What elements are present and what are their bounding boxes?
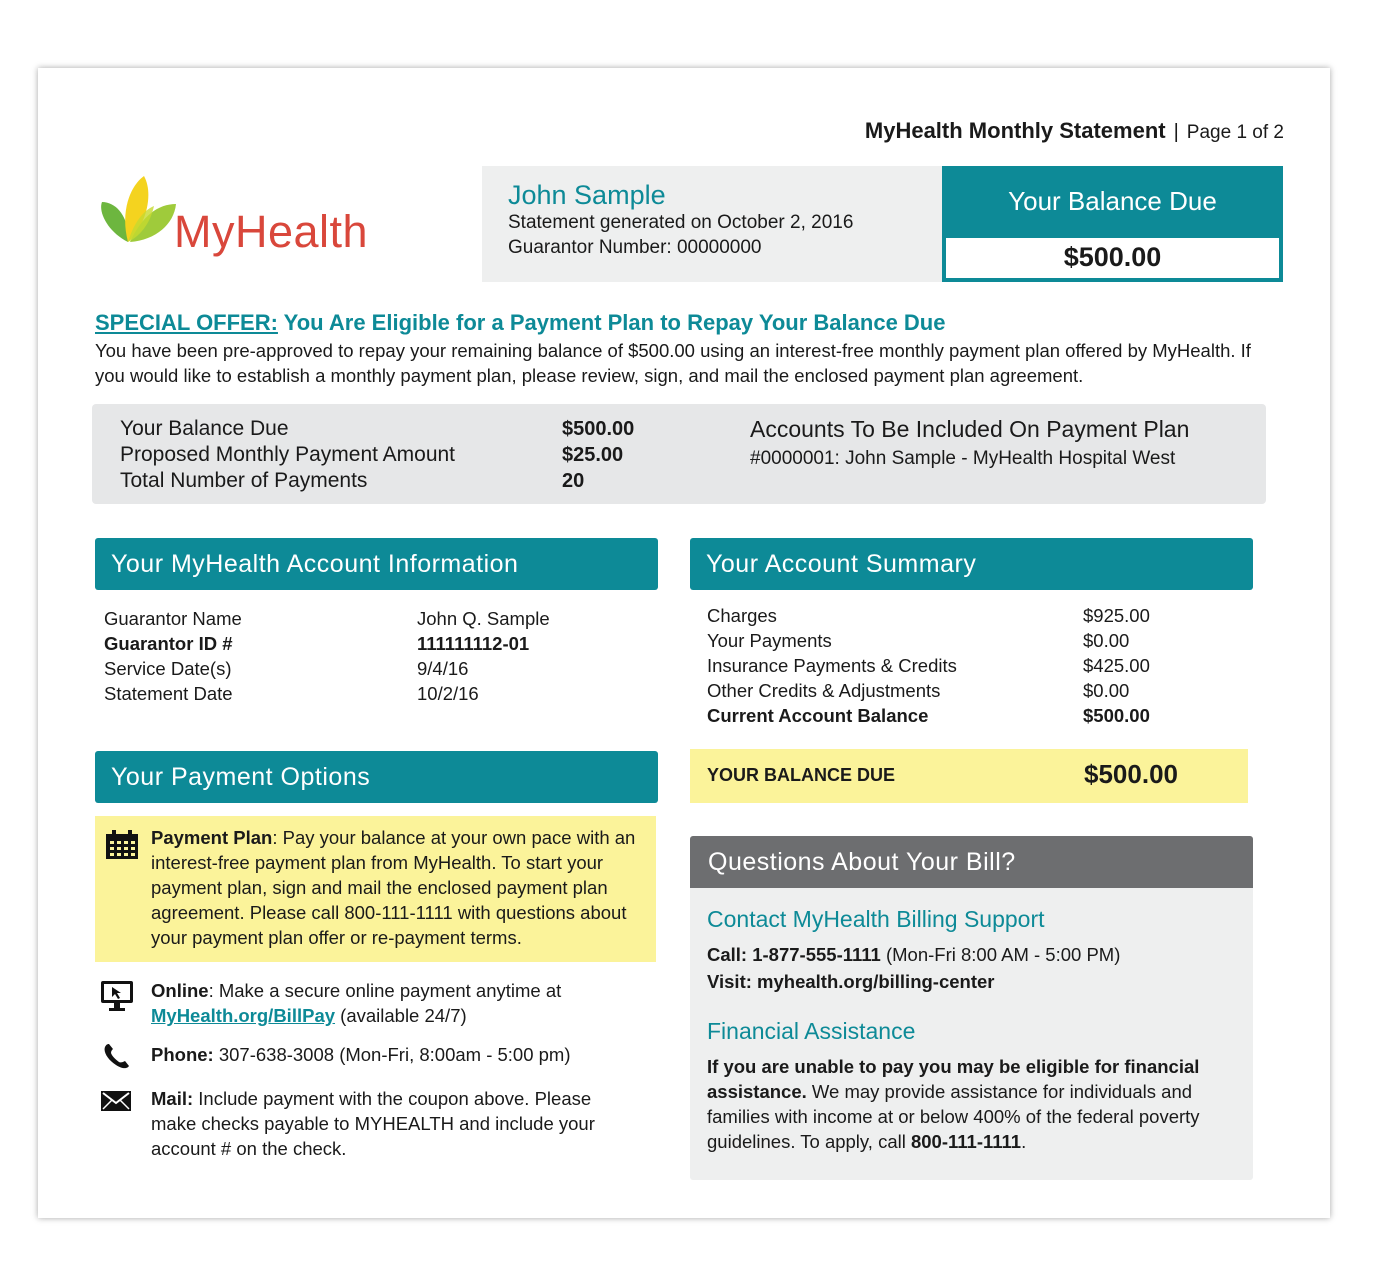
financial-assistance-text <box>707 1054 1242 1154</box>
special-offer-link[interactable]: SPECIAL OFFER: <box>95 310 278 335</box>
payment-options-heading: Your Payment Options <box>95 751 658 803</box>
header-separator: | <box>1173 121 1179 143</box>
account-label: Guarantor ID # <box>104 633 233 654</box>
summary-label: Your Payments <box>707 630 832 651</box>
phone-icon <box>102 1044 132 1070</box>
balance-due-highlight-value: $500.00 <box>1084 759 1178 789</box>
summary-labels <box>707 603 957 728</box>
statement-header <box>865 118 1284 144</box>
guarantor-number: Guarantor Number: 00000000 <box>508 237 762 258</box>
account-value: 9/4/16 <box>417 658 469 679</box>
fin-end: . <box>1021 1131 1027 1152</box>
summary-label: Charges <box>707 605 777 626</box>
billing-call-hours: (Mon-Fri 8:00 AM - 5:00 PM) <box>880 944 1121 965</box>
account-value: 111111112-01 <box>417 633 530 654</box>
payment-plan-box <box>92 404 1266 504</box>
billing-support-heading: Contact MyHealth Billing Support <box>707 906 1045 932</box>
balance-due-amount-box <box>946 238 1279 278</box>
billing-call-number[interactable]: Call: 1-877-555-1111 <box>707 944 881 965</box>
balance-due-highlight-label: YOUR BALANCE DUE <box>707 765 896 785</box>
payment-plan-option <box>95 816 656 962</box>
summary-value: $425.00 <box>1083 655 1150 676</box>
summary-value: $0.00 <box>1083 680 1130 701</box>
plan-value: 20 <box>562 470 585 492</box>
online-title: Online <box>151 980 209 1001</box>
balance-due-amount: $500.00 <box>1063 242 1162 272</box>
summary-label: Current Account Balance <box>707 705 929 726</box>
questions-box <box>690 836 1253 1180</box>
summary-value: $0.00 <box>1083 630 1130 651</box>
account-info-heading: Your MyHealth Account Information <box>95 538 658 590</box>
summary-values <box>1083 603 1150 728</box>
online-option <box>151 978 631 1028</box>
plan-value: $500.00 <box>562 418 635 440</box>
account-value: 10/2/16 <box>417 683 479 704</box>
billing-visit-link[interactable]: Visit: myhealth.org/billing-center <box>707 971 995 992</box>
plan-value: $25.00 <box>562 444 624 466</box>
monitor-icon <box>100 980 134 1012</box>
summary-label: Other Credits & Adjustments <box>707 680 941 701</box>
account-summary-heading: Your Account Summary <box>690 538 1253 590</box>
plan-account-item: #0000001: John Sample - MyHealth Hospital West <box>750 448 1176 469</box>
logo-wordmark: MyHealth <box>174 206 369 257</box>
phone-option <box>151 1042 631 1067</box>
statement-page <box>38 68 1330 1218</box>
plan-label: Total Number of Payments <box>120 469 368 492</box>
phone-text: 307-638-3008 (Mon-Fri, 8:00am - 5:00 pm) <box>213 1044 571 1065</box>
plan-labels <box>120 416 455 494</box>
fin-phone: 800-111-1111 <box>910 1131 1022 1152</box>
account-label: Service Date(s) <box>104 658 232 679</box>
payment-plan-title: Payment Plan <box>151 827 273 848</box>
patient-info-box <box>482 166 942 282</box>
summary-value: $500.00 <box>1083 705 1150 726</box>
statement-title: MyHealth Monthly Statement <box>864 118 1166 143</box>
balance-due-box <box>942 166 1283 282</box>
fin-text: We may provide assistance for individuals and families with income at or below 400% of the federal poverty guidelines. To apply, call <box>707 1081 1200 1152</box>
financial-assistance-heading: Financial Assistance <box>707 1018 916 1044</box>
special-offer-heading <box>95 310 945 336</box>
account-label: Guarantor Name <box>104 608 242 629</box>
billing-visit <box>707 971 994 993</box>
mail-title: Mail: <box>151 1088 194 1109</box>
plan-values <box>562 416 634 494</box>
patient-name: John Sample <box>508 180 666 210</box>
account-info-labels <box>104 606 242 706</box>
phone-title: Phone: <box>151 1044 214 1065</box>
calendar-icon <box>105 830 139 860</box>
billpay-link[interactable]: MyHealth.org/BillPay <box>151 1005 336 1026</box>
fin-bold: If you are unable to pay you may be eligible for financial assistance. <box>707 1056 1200 1102</box>
summary-value: $925.00 <box>1083 605 1150 626</box>
balance-due-highlight <box>690 749 1248 803</box>
envelope-icon <box>100 1090 132 1112</box>
summary-label: Insurance Payments & Credits <box>707 655 957 676</box>
statement-generated: Statement generated on October 2, 2016 <box>508 212 854 233</box>
offer-headline: You Are Eligible for a Payment Plan to Repay Your Balance Due <box>277 310 946 335</box>
page-indicator: Page 1 of 2 <box>1186 122 1284 143</box>
online-tail: (available 24/7) <box>335 1005 467 1026</box>
online-text: : Make a secure online payment anytime at <box>208 980 562 1001</box>
account-info-values <box>417 606 550 706</box>
offer-body: You have been pre-approved to repay your remaining balance of $500.00 using an interest-free monthly payment plan offered by MyHealth. If you would like to establish a monthly payment plan, please review, sign, and mail the enclosed payment plan agreement. <box>95 340 1251 386</box>
mail-option <box>151 1086 631 1161</box>
payment-plan-text <box>151 825 651 950</box>
billing-call <box>707 944 1120 966</box>
account-value: John Q. Sample <box>417 608 550 629</box>
payment-plan-description: : Pay your balance at your own pace with an interest-free payment plan from MyHealth. To start your payment plan, sign and mail the enclosed payment plan agreement. Please call 800-111-1111 with questions about your payment plan offer or re-payment terms. <box>151 827 636 948</box>
plan-label: Your Balance Due <box>120 417 289 440</box>
questions-heading: Questions About Your Bill? <box>690 836 1253 888</box>
mail-text: Include payment with the coupon above. Please make checks payable to MYHEALTH and include your account # on the check. <box>151 1088 595 1159</box>
plan-accounts-heading: Accounts To Be Included On Payment Plan <box>750 416 1190 442</box>
plan-label: Proposed Monthly Payment Amount <box>120 443 456 466</box>
account-label: Statement Date <box>104 683 233 704</box>
balance-due-label: Your Balance Due <box>1008 186 1217 216</box>
